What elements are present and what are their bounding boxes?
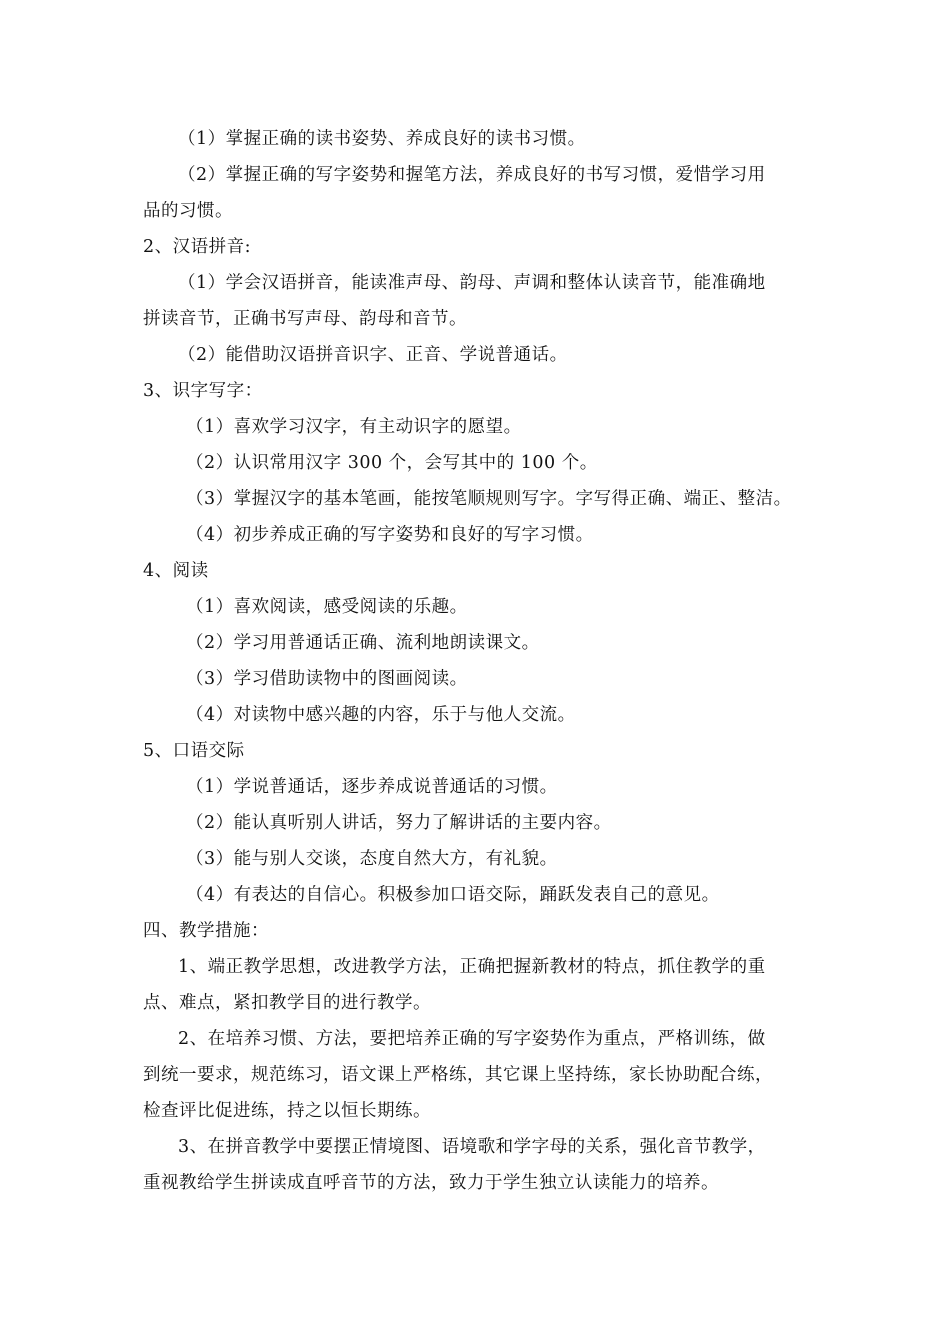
- text-line: （2）能认真听别人讲话，努力了解讲话的主要内容。: [186, 813, 612, 833]
- text-line: （3）学习借助读物中的图画阅读。: [186, 669, 468, 689]
- text-line: （4）有表达的自信心。积极参加口语交际，踊跃发表自己的意见。: [186, 885, 720, 905]
- text-line: 检查评比促进练，持之以恒长期练。: [143, 1101, 431, 1121]
- section-heading: 四、教学措施：: [143, 921, 269, 941]
- text-line: （2）掌握正确的写字姿势和握笔方法，养成良好的书写习惯，爱惜学习用: [178, 165, 766, 185]
- section-heading: 2、汉语拼音:: [143, 237, 252, 257]
- text-line: 拼读音节，正确书写声母、韵母和音节。: [143, 309, 467, 329]
- text-line: （3）掌握汉字的基本笔画，能按笔顺规则写字。字写得正确、端正、整洁。: [186, 489, 792, 509]
- section-heading: 3、识字写字：: [143, 381, 263, 401]
- text-line: （2）学习用普通话正确、流利地朗读课文。: [186, 633, 540, 653]
- text-line: 重视教给学生拼读成直呼音节的方法，致力于学生独立认读能力的培养。: [143, 1173, 719, 1193]
- section-heading: 4、阅读: [143, 561, 209, 581]
- text-line: 3、在拼音教学中要摆正情境图、语境歌和学字母的关系，强化音节教学，: [178, 1137, 766, 1157]
- text-line: 品的习惯。: [143, 201, 233, 221]
- text-line: （2）能借助汉语拼音识字、正音、学说普通话。: [178, 345, 568, 365]
- text-line: 到统一要求，规范练习，语文课上严格练，其它课上坚持练，家长协助配合练，: [143, 1065, 773, 1085]
- section-heading: 5、口语交际: [143, 741, 245, 761]
- text-line: （1）学会汉语拼音，能读准声母、韵母、声调和整体认读音节，能准确地: [178, 273, 766, 293]
- text-line: 点、难点，紧扣教学目的进行教学。: [143, 993, 431, 1013]
- text-line: （4）对读物中感兴趣的内容，乐于与他人交流。: [186, 705, 576, 725]
- text-line: （1）喜欢学习汉字，有主动识字的愿望。: [186, 417, 522, 437]
- text-line: （2）认识常用汉字 300 个，会写其中的 100 个。: [186, 453, 598, 473]
- text-line: （4）初步养成正确的写字姿势和良好的写字习惯。: [186, 525, 594, 545]
- text-line: （1）喜欢阅读，感受阅读的乐趣。: [186, 597, 468, 617]
- text-line: 1、端正教学思想，改进教学方法，正确把握新教材的特点，抓住教学的重: [178, 957, 766, 977]
- text-line: （1）学说普通话，逐步养成说普通话的习惯。: [186, 777, 558, 797]
- text-line: （1）掌握正确的读书姿势、养成良好的读书习惯。: [178, 129, 586, 149]
- text-line: 2、在培养习惯、方法，要把培养正确的写字姿势作为重点，严格训练，做: [178, 1029, 766, 1049]
- text-line: （3）能与别人交谈，态度自然大方，有礼貌。: [186, 849, 558, 869]
